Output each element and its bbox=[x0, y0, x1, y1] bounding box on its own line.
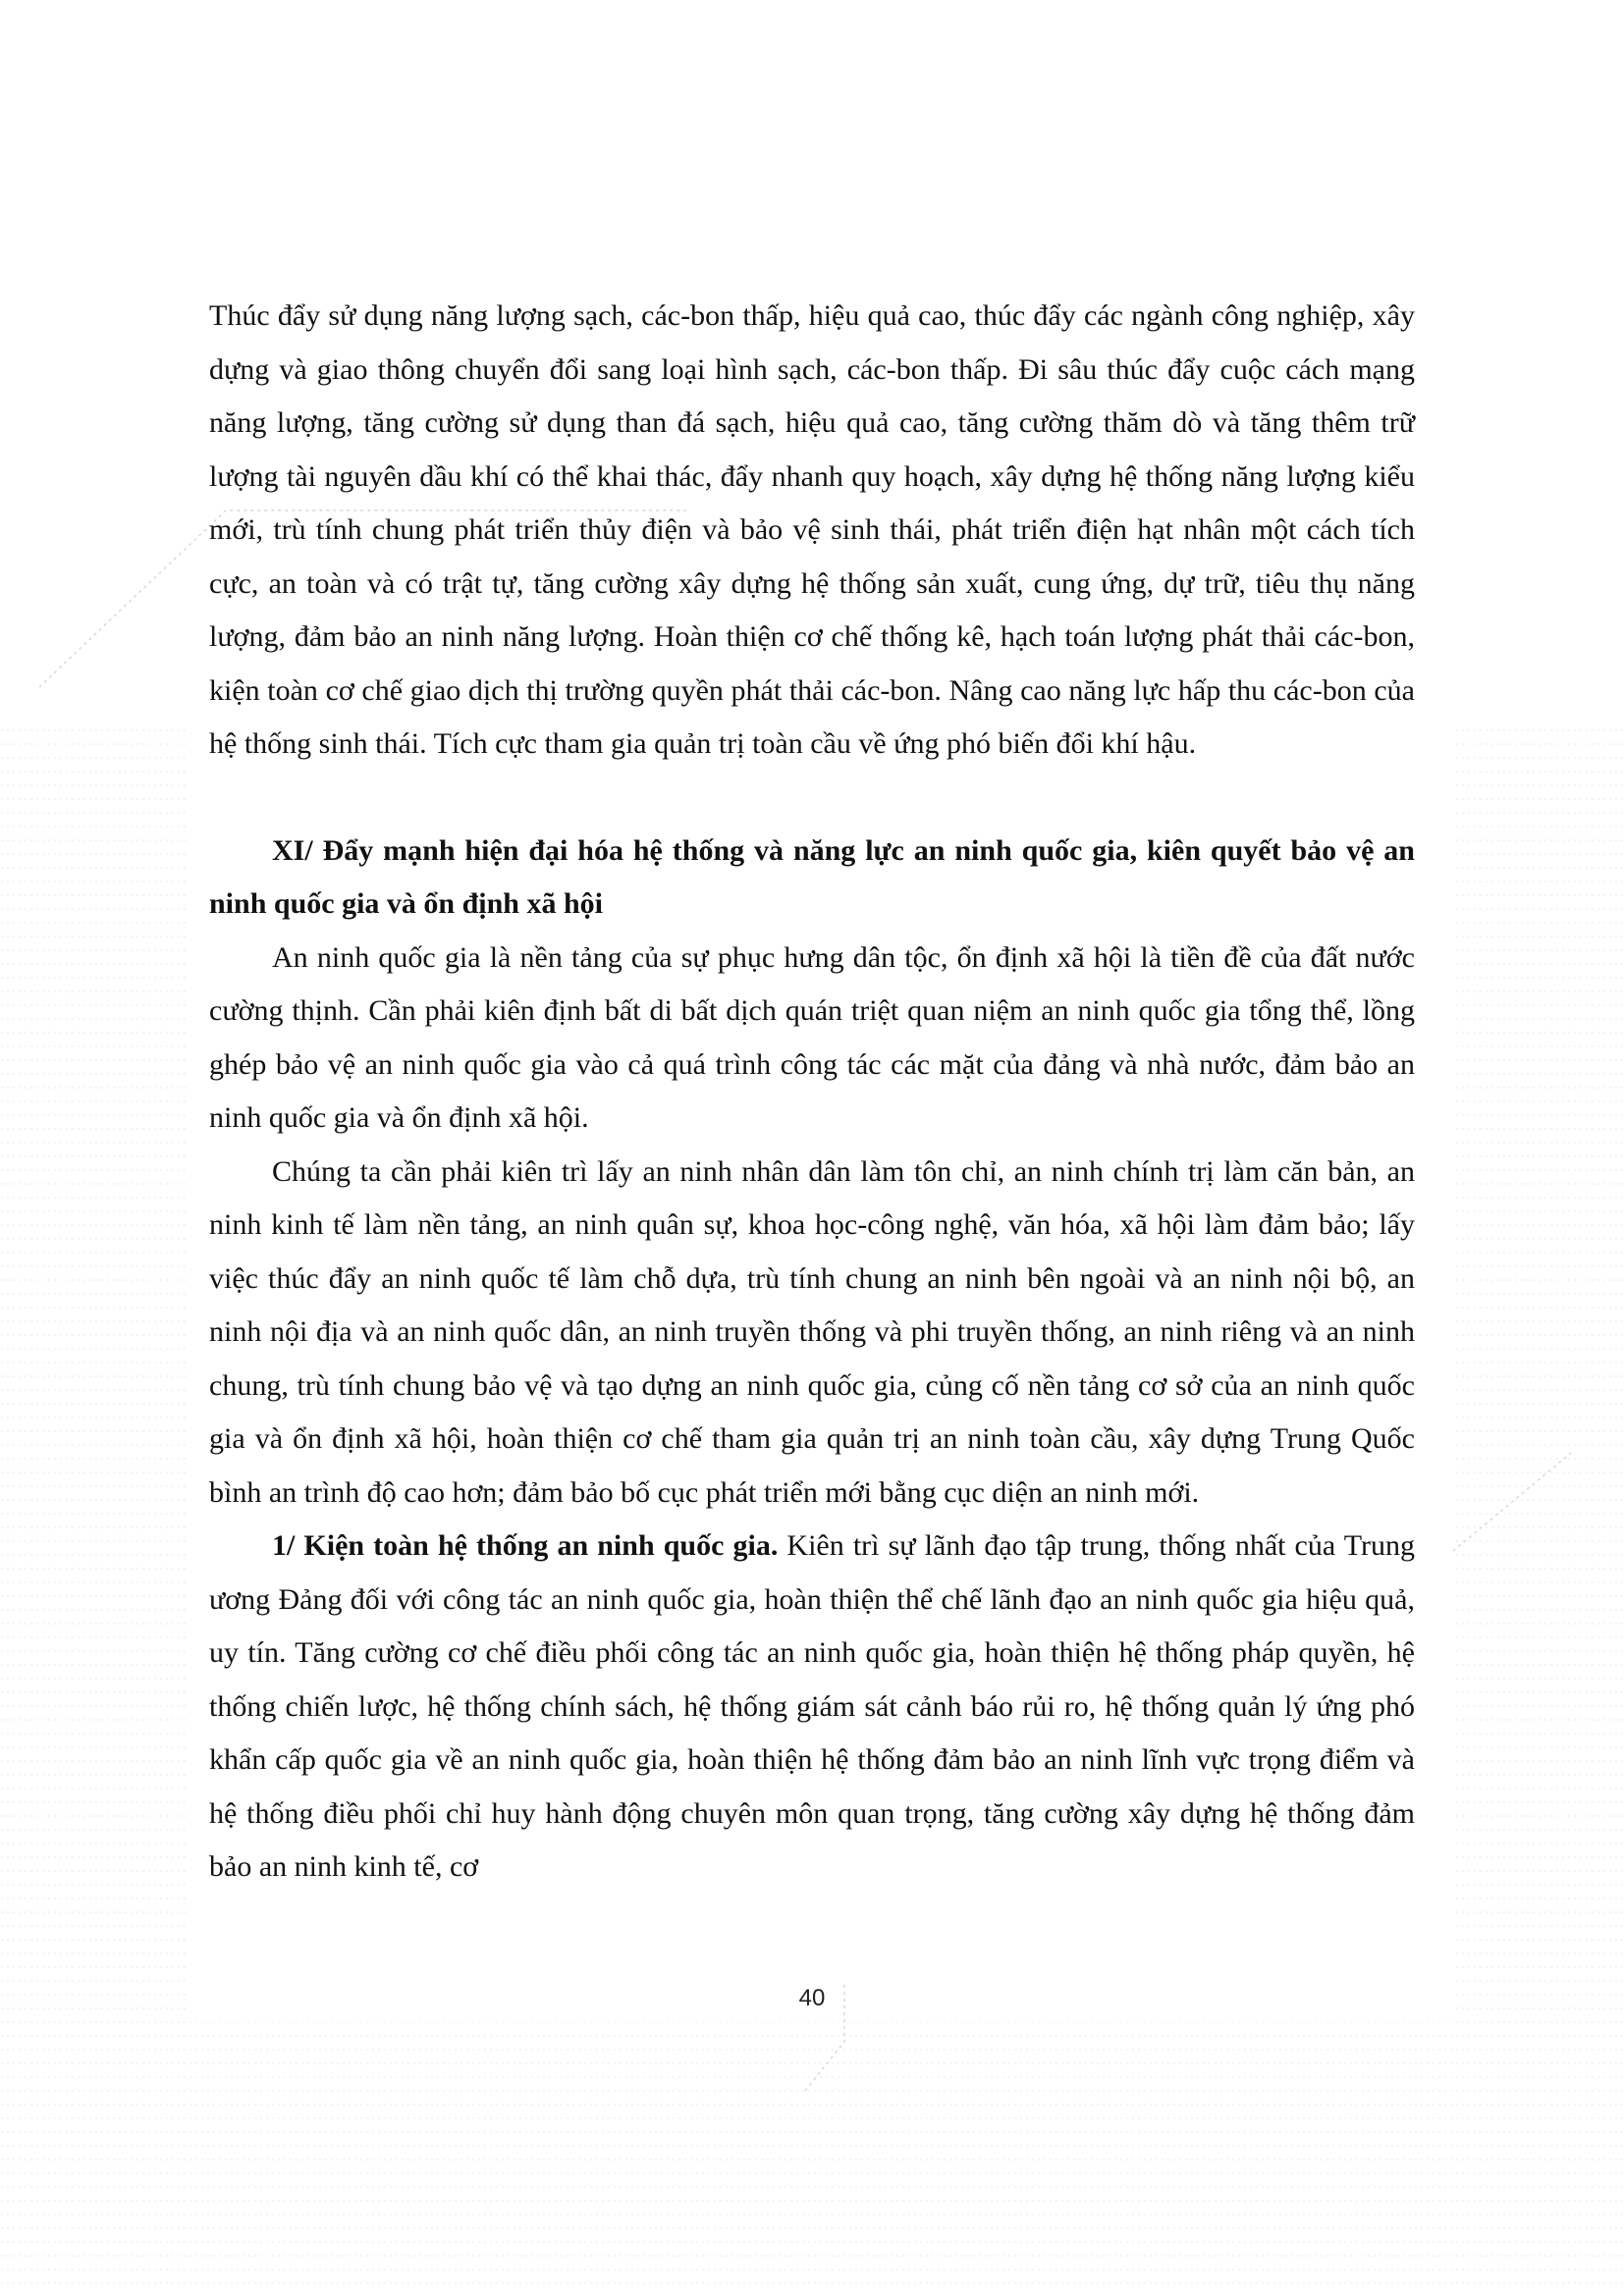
section-heading: XI/ Đẩy mạnh hiện đại hóa hệ thống và năng lực an ninh quốc gia, kiên quyết bảo vệ an ninh quốc gia và ổn định xã hội bbox=[209, 833, 1415, 920]
paragraph-lead-body: Kiên trì sự lãnh đạo tập trung, thống nhất của Trung ương Đảng đối với công tác an ninh quốc gia, hoàn thiện thể chế lãnh đạo an ninh quốc gia hiệu quả, uy tín. Tăng cường cơ chế điều phối công tác an ninh quốc gia, hoàn thiện hệ thống pháp quyền, hệ thống chiến lược, hệ thống chính sách, hệ thống giám sát cảnh báo rủi ro, hệ thống quản lý ứng phó khẩn cấp quốc gia về an ninh quốc gia, hoàn thiện hệ thống đảm bảo an ninh lĩnh vực trọng điểm và hệ thống điều phối chỉ huy hành động chuyên môn quan trọng, tăng cường xây dựng hệ thống đảm bảo an ninh kinh tế, cơ bbox=[209, 1529, 1415, 1883]
paragraph-security-foundation: An ninh quốc gia là nền tảng của sự phục hưng dân tộc, ổn định xã hội là tiền đề của đất nước cường thịnh. Cần phải kiên định bất di bất dịch quán triệt quan niệm an ninh quốc gia tổng thể, lồng ghép bảo vệ an ninh quốc gia vào cả quá trình công tác các mặt của đảng và nhà nước, đảm bảo an ninh quốc gia và ổn định xã hội. bbox=[209, 940, 1415, 1134]
paragraph-security-principles: Chúng ta cần phải kiên trì lấy an ninh nhân dân làm tôn chỉ, an ninh chính trị làm căn bản, an ninh kinh tế làm nền tảng, an ninh quân sự, khoa học-công nghệ, văn hóa, xã hội làm đảm bảo; lấy việc thúc đẩy an ninh quốc tế làm chỗ dựa, trù tính chung an ninh bên ngoài và an ninh nội bộ, an ninh nội địa và an ninh quốc dân, an ninh truyền thống và phi truyền thống, an ninh riêng và an ninh chung, trù tính chung bảo vệ và tạo dựng an ninh quốc gia, củng cố nền tảng cơ sở của an ninh quốc gia và ổn định xã hội, hoàn thiện cơ chế tham gia quản trị an ninh toàn cầu, xây dựng Trung Quốc bình an trình độ cao hơn; đảm bảo bố cục phát triển mới bằng cục diện an ninh mới. bbox=[209, 1154, 1415, 1509]
paragraph-energy: Thúc đẩy sử dụng năng lượng sạch, các-bon thấp, hiệu quả cao, thúc đẩy các ngành công nghiệp, xây dựng và giao thông chuyển đổi sang loại hình sạch, các-bon thấp. Đi sâu thúc đẩy cuộc cách mạng năng lượng, tăng cường sử dụng than đá sạch, hiệu quả cao, tăng cường thăm dò và tăng thêm trữ lượng tài nguyên dầu khí có thể khai thác, đẩy nhanh quy hoạch, xây dựng hệ thống năng lượng kiểu mới, trù tính chung phát triển thủy điện và bảo vệ sinh thái, phát triển điện hạt nhân một cách tích cực, an toàn và có trật tự, tăng cường xây dựng hệ thống sản xuất, cung ứng, dự trữ, tiêu thụ năng lượng, đảm bảo an ninh năng lượng. Hoàn thiện cơ chế thống kê, hạch toán lượng phát thải các-bon, kiện toàn cơ chế giao dịch thị trường quyền phát thải các-bon. Nâng cao năng lực hấp thu các-bon của hệ thống sinh thái. Tích cực tham gia quản trị toàn cầu về ứng phó biến đổi khí hậu. bbox=[209, 299, 1415, 760]
paragraph-lead-title: 1/ Kiện toàn hệ thống an ninh quốc gia. bbox=[272, 1529, 779, 1562]
page-number: 40 bbox=[798, 1985, 826, 2011]
document-body bbox=[209, 290, 1415, 1895]
paragraph-security-system bbox=[209, 1520, 1415, 1895]
